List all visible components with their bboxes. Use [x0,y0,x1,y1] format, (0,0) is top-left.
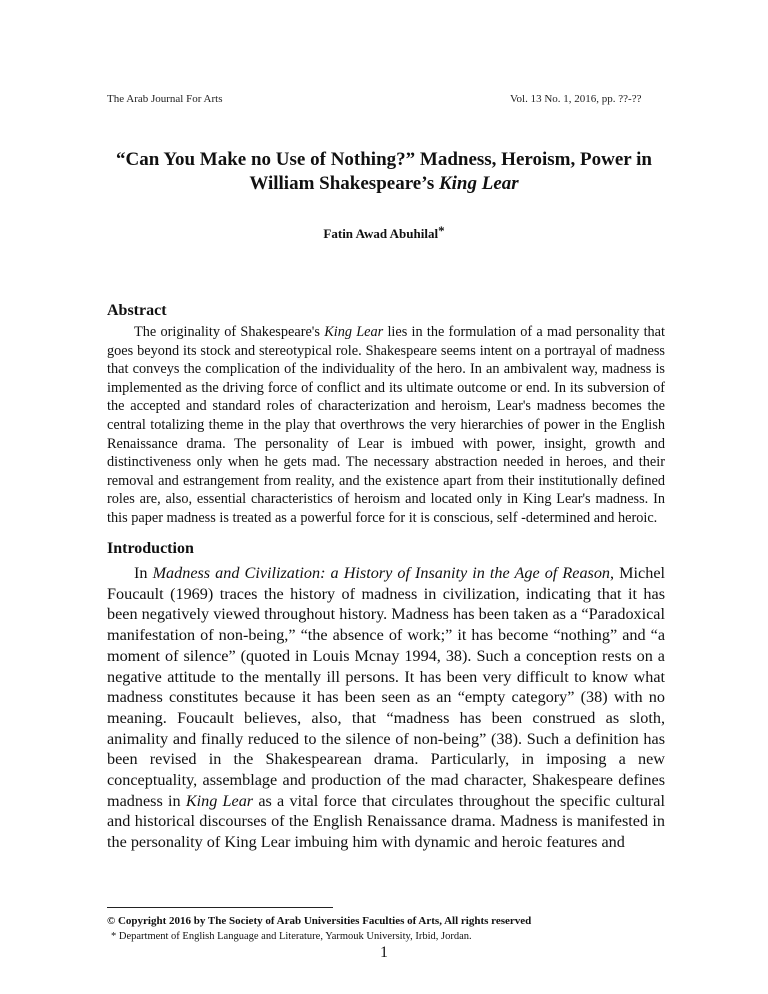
abstract-part-2: lies in the formulation of a mad personality that goes beyond its stock and stereotypical role. Shakespeare seems intent on a portrayal of madness that conveys the complication of the individuality of the hero. In an ambivalent way, madness is implemented as the driving force of conflict and its ultimate outcome or end. In its subversion of the accepted and standard roles of characterization and heroism, Lear's madness becomes the central totalizing theme in the play that overthrows the very hierarchies of power in the English Renaissance drama. The personality of Lear is imbued with power, insight, growth and distinctiveness only when he gets mad. The necessary abstraction needed in heroes, and their removal and estrangement from reality, and the existence apart from their institutionally defined roles are, also, essential characteristics of heroism and located only in King Lear's madness. In this paper madness is treated as a powerful force for it is conscious, self -determined and heroic. [107,324,666,526]
abstract-heading: Abstract [107,302,167,319]
intro-part-2: , Michel Foucault (1969) traces the history of madness in civilization, indicating that it has been negatively viewed throughout history. Madness has been taken as a “Paradoxical manifestation of non-being,” “the absence of work;” it has become “nothing” and “a moment of silence” (quoted in Louis Mcnay 1994, 38). Such a conception rests on a negative attitude to the mentally ill persons. It has been very difficult to know what madness constitutes because it has been seen as an “empty category” (38) with no meaning. Foucault believes, also, that “madness has been construed as sloth, animality and finally reduced to the silence of non-being” (38). Such a definition has been revised in the Shakespearean drama. Particularly, in imposing a new conceptuality, assemblage and production of the mad character, Shakespeare defines madness in [107,564,666,810]
abstract-part-1: The originality of Shakespeare's [134,324,325,340]
intro-italic-1: Madness and Civilization: a History of Insanity in the Age of Reason [152,564,611,582]
intro-part-1: In [134,564,153,582]
journal-name: The Arab Journal For Arts [107,93,223,105]
author-line [104,223,664,242]
affiliation-footnote: * Department of English Language and Literature, Yarmouk University, Irbid, Jordan. [111,931,472,942]
volume-info: Vol. 13 No. 1, 2016, pp. ??-?? [510,93,642,105]
title-line-1: “Can You Make no Use of Nothing?” Madness, Heroism, Power in [116,149,652,170]
copyright-footnote: © Copyright 2016 by The Society of Arab Universities Faculties of Arts, All rights reserved [107,915,532,927]
author-footnote-mark: * [438,223,445,238]
abstract-italic-1: King Lear [324,324,384,340]
introduction-text [107,563,665,853]
title-line-2-prefix: William Shakespeare’s [249,173,439,194]
footnote-divider [107,907,333,908]
paper-title [104,148,664,196]
author-name: Fatin Awad Abuhilal [323,226,439,241]
title-line-2-italic: King Lear [438,173,519,194]
abstract-text [107,323,665,528]
introduction-heading: Introduction [107,540,194,557]
page-number: 1 [380,944,388,961]
intro-italic-2: King Lear [185,791,254,810]
intro-part-3: as a vital force that circulates throughout the specific cultural and historical discourses of the English Renaissance drama. Madness is manifested in the personality of King Lear imbuing him with dynamic and heroic features and [107,791,665,852]
